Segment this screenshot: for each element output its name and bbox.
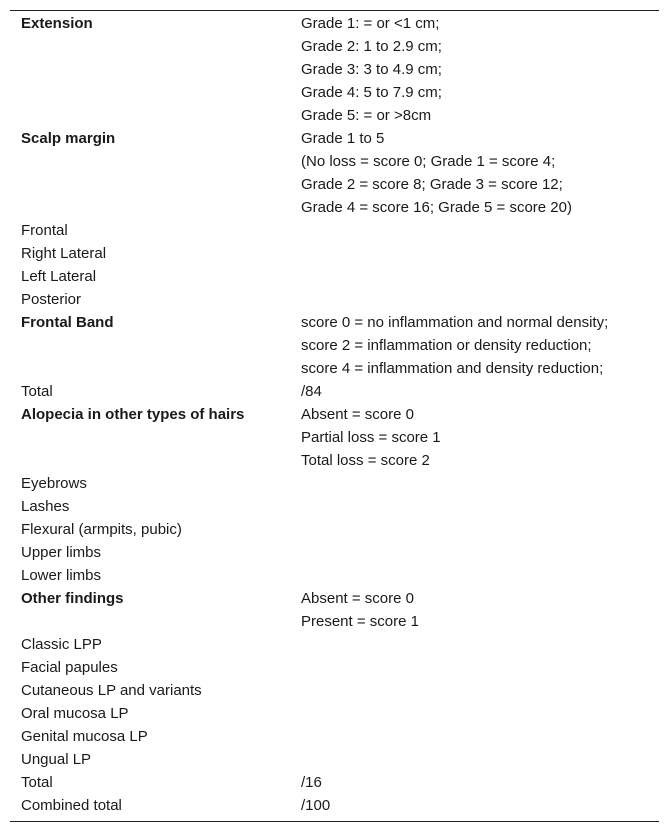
row-value: Grade 4 = score 16; Grade 5 = score 20)	[301, 199, 572, 216]
row-label: Classic LPP	[21, 636, 102, 653]
row-value: score 2 = inflammation or density reduction;	[301, 337, 592, 354]
row-value: Grade 2: 1 to 2.9 cm;	[301, 38, 442, 55]
table-row	[10, 265, 659, 288]
table-row	[10, 311, 659, 380]
row-value: Absent = score 0	[301, 590, 414, 607]
table-row	[10, 518, 659, 541]
table-row	[10, 587, 659, 633]
row-label: Eyebrows	[21, 475, 87, 492]
row-label: Extension	[21, 15, 93, 32]
row-value: /84	[301, 383, 322, 400]
row-label: Scalp margin	[21, 130, 116, 147]
row-label: Facial papules	[21, 659, 118, 676]
row-value: Grade 1 to 5	[301, 130, 385, 147]
row-value: Grade 2 = score 8; Grade 3 = score 12;	[301, 176, 563, 193]
row-label: Lashes	[21, 498, 70, 515]
row-label: Other findings	[21, 590, 124, 607]
row-label: Genital mucosa LP	[21, 728, 148, 745]
row-value: score 4 = inflammation and density reduction;	[301, 360, 604, 377]
row-value: Grade 3: 3 to 4.9 cm;	[301, 61, 442, 78]
table-row	[10, 702, 659, 725]
row-label: Ungual LP	[21, 751, 92, 768]
row-value: Grade 4: 5 to 7.9 cm;	[301, 84, 442, 101]
row-label: Lower limbs	[21, 567, 102, 584]
row-label: Posterior	[21, 291, 82, 308]
row-label: Right Lateral	[21, 245, 107, 262]
table-row	[10, 656, 659, 679]
table-row	[10, 794, 659, 817]
row-value: Grade 1: = or <1 cm;	[301, 15, 440, 32]
table-row	[10, 725, 659, 748]
row-value: Total loss = score 2	[301, 452, 430, 469]
table-row	[10, 288, 659, 311]
table-row	[10, 748, 659, 771]
table-row	[10, 495, 659, 518]
table-row	[10, 219, 659, 242]
table-row	[10, 472, 659, 495]
table-row	[10, 541, 659, 564]
row-value: Partial loss = score 1	[301, 429, 441, 446]
row-label: Upper limbs	[21, 544, 102, 561]
row-label: Frontal	[21, 222, 68, 239]
table-row	[10, 12, 659, 127]
table-row	[10, 564, 659, 587]
row-value: Grade 5: = or >8cm	[301, 107, 432, 124]
table-row	[10, 771, 659, 794]
row-label: Flexural (armpits, pubic)	[21, 521, 182, 538]
table-row	[10, 242, 659, 265]
row-label: Left Lateral	[21, 268, 97, 285]
row-value: /16	[301, 774, 322, 791]
row-value: score 0 = no inflammation and normal density;	[301, 314, 609, 331]
row-label: Alopecia in other types of hairs	[21, 406, 245, 423]
row-label: Total	[21, 383, 53, 400]
row-label: Total	[21, 774, 53, 791]
row-label: Oral mucosa LP	[21, 705, 129, 722]
row-value: (No loss = score 0; Grade 1 = score 4;	[301, 153, 556, 170]
row-label: Frontal Band	[21, 314, 114, 331]
table-row	[10, 380, 659, 403]
scoring-table	[10, 10, 659, 822]
row-label: Combined total	[21, 797, 122, 814]
table-row	[10, 127, 659, 219]
table-row	[10, 679, 659, 702]
row-value: /100	[301, 797, 331, 814]
row-value: Present = score 1	[301, 613, 419, 630]
row-label: Cutaneous LP and variants	[21, 682, 202, 699]
table-row	[10, 403, 659, 472]
table-row	[10, 633, 659, 656]
row-value: Absent = score 0	[301, 406, 414, 423]
